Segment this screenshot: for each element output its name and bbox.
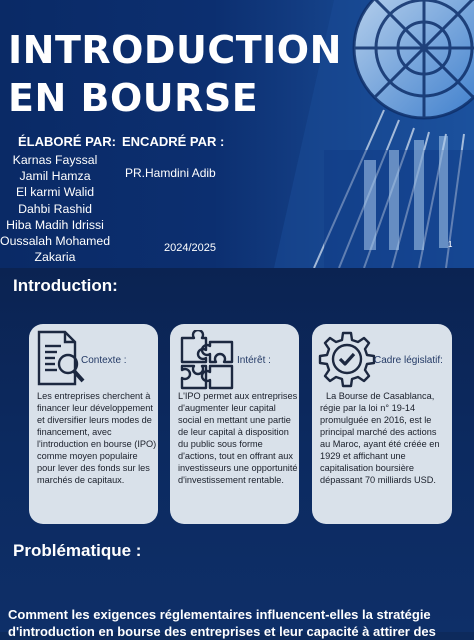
author-name: Karnas Fayssal	[12, 153, 98, 167]
supervised-by-label: ENCADRÉ PAR :	[122, 134, 225, 149]
research-question: Comment les exigences réglementaires influencent-elles la stratégie d'introduction en bourse des entreprises et leur capacité à attirer des	[8, 607, 436, 639]
legal-framework-text: La Bourse de Casablanca, régie par la loi n° 19-14 promulguée en 2016, est le principal marché des actions au Maroc, ayant été créée en 1929 et affichant une capitalisation boursière dépassant 70 milliards USD.	[320, 391, 440, 485]
gear-check-icon	[318, 330, 376, 388]
supervisor-name: PR.Hamdini Adib	[125, 166, 216, 180]
author-name: Oussalah Mohamed	[0, 234, 111, 249]
interest-text: L'IPO permet aux entreprises d'augmenter leur capital social en mettant une partie de leur capital à disposition du public sous forme d'actions, tout en offrant aux investisseurs une opportunité d'investissement rentable.	[178, 391, 298, 485]
title-line-2: EN BOURSE	[8, 76, 259, 120]
context-title: Contexte :	[81, 355, 127, 366]
introduction-heading: Introduction:	[13, 276, 118, 295]
author-name: Jamil Hamza	[19, 169, 91, 184]
context-text: Les entreprises cherchent à financer leur développement et diversifier leurs modes de financement, avec l'introduction en bourse (IPO) comme moyen populaire pour lever des fonds sur les marchés de capitaux.	[37, 391, 157, 485]
title-section	[0, 0, 474, 268]
document-search-icon	[35, 330, 87, 388]
context-card	[29, 324, 158, 524]
author-list	[0, 152, 110, 265]
page-number: 1	[448, 240, 453, 249]
author-name: Dahbi Rashid	[18, 201, 92, 216]
page-title	[8, 26, 348, 122]
puzzle-icon	[176, 330, 236, 390]
interest-title: Intérêt :	[237, 355, 271, 366]
prepared-by-label: ÉLABORÉ PAR:	[18, 134, 116, 149]
title-line-1: INTRODUCTION	[8, 28, 342, 72]
legal-framework-card	[312, 324, 452, 524]
legal-framework-title: Cadre législatif:	[374, 355, 443, 366]
interest-card	[170, 324, 299, 524]
author-name: Hiba Madih Idrissi	[6, 217, 104, 232]
academic-year: 2024/2025	[164, 242, 216, 254]
author-name: El karmi Walid	[15, 185, 95, 200]
problematique-heading: Problématique :	[13, 541, 142, 560]
author-name: Zakaria	[34, 250, 76, 265]
